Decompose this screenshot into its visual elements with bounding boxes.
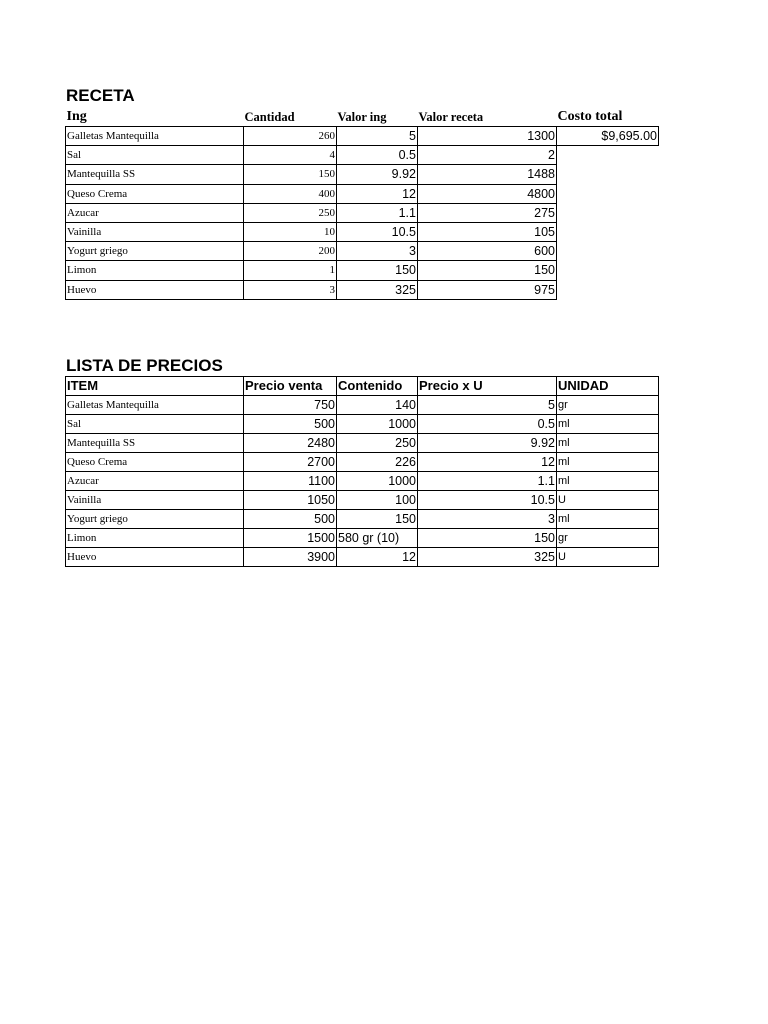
receta-table [65,108,659,300]
header-item: ITEM [66,377,244,396]
precios-unidad-cell: ml [557,472,659,491]
receta-valor-ing-cell: 9.92 [337,165,418,184]
receta-valor-receta-cell: 105 [418,222,557,241]
receta-valor-receta-cell: 150 [418,261,557,280]
receta-cantidad-cell: 1 [244,261,337,280]
receta-row [66,184,659,203]
precios-row [66,472,659,491]
receta-valor-ing-cell: 1.1 [337,203,418,222]
receta-row [66,127,659,146]
receta-empty-cell [557,203,659,222]
precios-precio-x-u-cell: 10.5 [418,491,557,510]
precios-unidad-cell: ml [557,415,659,434]
receta-valor-ing-cell: 12 [337,184,418,203]
precios-row [66,453,659,472]
receta-valor-ing-cell: 150 [337,261,418,280]
receta-ing-cell: Sal [66,146,244,165]
receta-valor-ing-cell: 0.5 [337,146,418,165]
lista-precios-table [65,376,659,567]
receta-cantidad-cell: 4 [244,146,337,165]
precios-header-row [66,377,659,396]
precios-unidad-cell: U [557,491,659,510]
receta-ing-cell: Huevo [66,280,244,299]
receta-valor-ing-cell: 325 [337,280,418,299]
receta-valor-receta-cell: 1488 [418,165,557,184]
precios-precio-venta-cell: 750 [244,396,337,415]
receta-cantidad-cell: 200 [244,242,337,261]
header-cantidad: Cantidad [244,110,295,124]
precios-precio-x-u-cell: 12 [418,453,557,472]
header-contenido: Contenido [337,377,418,396]
precios-precio-x-u-cell: 150 [418,529,557,548]
precios-item-cell: Mantequilla SS [66,434,244,453]
receta-row [66,261,659,280]
precios-precio-venta-cell: 500 [244,510,337,529]
precios-item-cell: Yogurt griego [66,510,244,529]
receta-valor-ing-cell: 3 [337,242,418,261]
precios-item-cell: Azucar [66,472,244,491]
receta-title: RECETA [66,86,135,105]
precios-row [66,529,659,548]
receta-ing-cell: Galletas Mantequilla [66,127,244,146]
precios-precio-venta-cell: 500 [244,415,337,434]
receta-ing-cell: Yogurt griego [66,242,244,261]
receta-valor-receta-cell: 600 [418,242,557,261]
costo-total-value: $9,695.00 [557,127,659,146]
header-valor-ing: Valor ing [337,110,387,124]
receta-ing-cell: Queso Crema [66,184,244,203]
precios-precio-x-u-cell: 5 [418,396,557,415]
receta-valor-receta-cell: 975 [418,280,557,299]
precios-row [66,396,659,415]
precios-precio-x-u-cell: 9.92 [418,434,557,453]
header-precio-venta: Precio venta [244,377,337,396]
receta-empty-cell [557,242,659,261]
precios-row [66,491,659,510]
lista-precios-title: LISTA DE PRECIOS [66,356,223,375]
receta-ing-cell: Azucar [66,203,244,222]
receta-cantidad-cell: 10 [244,222,337,241]
receta-ing-cell: Mantequilla SS [66,165,244,184]
receta-empty-cell [557,280,659,299]
receta-row [66,146,659,165]
receta-empty-cell [557,184,659,203]
precios-contenido-cell: 150 [337,510,418,529]
header-valor-receta: Valor receta [418,110,484,124]
precios-contenido-cell: 100 [337,491,418,510]
precios-contenido-cell: 226 [337,453,418,472]
receta-empty-cell [557,165,659,184]
precios-item-cell: Limon [66,529,244,548]
receta-cantidad-cell: 3 [244,280,337,299]
precios-row [66,510,659,529]
precios-unidad-cell: U [557,548,659,567]
receta-cantidad-cell: 250 [244,203,337,222]
precios-precio-venta-cell: 3900 [244,548,337,567]
precios-contenido-cell: 1000 [337,415,418,434]
precios-row [66,415,659,434]
precios-unidad-cell: ml [557,453,659,472]
receta-row [66,280,659,299]
precios-row [66,548,659,567]
precios-unidad-cell: ml [557,510,659,529]
precios-contenido-cell: 580 gr (10) [337,529,418,548]
receta-valor-receta-cell: 2 [418,146,557,165]
receta-valor-ing-cell: 10.5 [337,222,418,241]
precios-precio-x-u-cell: 3 [418,510,557,529]
precios-item-cell: Sal [66,415,244,434]
precios-precio-x-u-cell: 1.1 [418,472,557,491]
precios-contenido-cell: 12 [337,548,418,567]
precios-unidad-cell: gr [557,529,659,548]
precios-row [66,434,659,453]
precios-contenido-cell: 1000 [337,472,418,491]
receta-empty-cell [557,261,659,280]
header-precio-x-u: Precio x U [418,377,557,396]
precios-contenido-cell: 140 [337,396,418,415]
receta-empty-cell [557,222,659,241]
receta-cantidad-cell: 400 [244,184,337,203]
precios-contenido-cell: 250 [337,434,418,453]
precios-precio-venta-cell: 1100 [244,472,337,491]
receta-cantidad-cell: 260 [244,127,337,146]
header-unidad: UNIDAD [557,377,659,396]
precios-unidad-cell: ml [557,434,659,453]
receta-row [66,242,659,261]
precios-item-cell: Huevo [66,548,244,567]
receta-valor-ing-cell: 5 [337,127,418,146]
receta-ing-cell: Limon [66,261,244,280]
precios-precio-venta-cell: 1050 [244,491,337,510]
precios-item-cell: Vainilla [66,491,244,510]
precios-precio-venta-cell: 2700 [244,453,337,472]
header-ing: Ing [66,109,87,124]
precios-item-cell: Queso Crema [66,453,244,472]
precios-precio-venta-cell: 2480 [244,434,337,453]
precios-item-cell: Galletas Mantequilla [66,396,244,415]
receta-valor-receta-cell: 275 [418,203,557,222]
precios-unidad-cell: gr [557,396,659,415]
receta-ing-cell: Vainilla [66,222,244,241]
header-costo-total: Costo total [557,109,623,124]
receta-empty-cell [557,146,659,165]
receta-row [66,165,659,184]
precios-precio-venta-cell: 1500 [244,529,337,548]
receta-cantidad-cell: 150 [244,165,337,184]
receta-valor-receta-cell: 1300 [418,127,557,146]
receta-header-row [66,108,659,127]
receta-valor-receta-cell: 4800 [418,184,557,203]
precios-precio-x-u-cell: 325 [418,548,557,567]
receta-row [66,203,659,222]
precios-precio-x-u-cell: 0.5 [418,415,557,434]
receta-row [66,222,659,241]
